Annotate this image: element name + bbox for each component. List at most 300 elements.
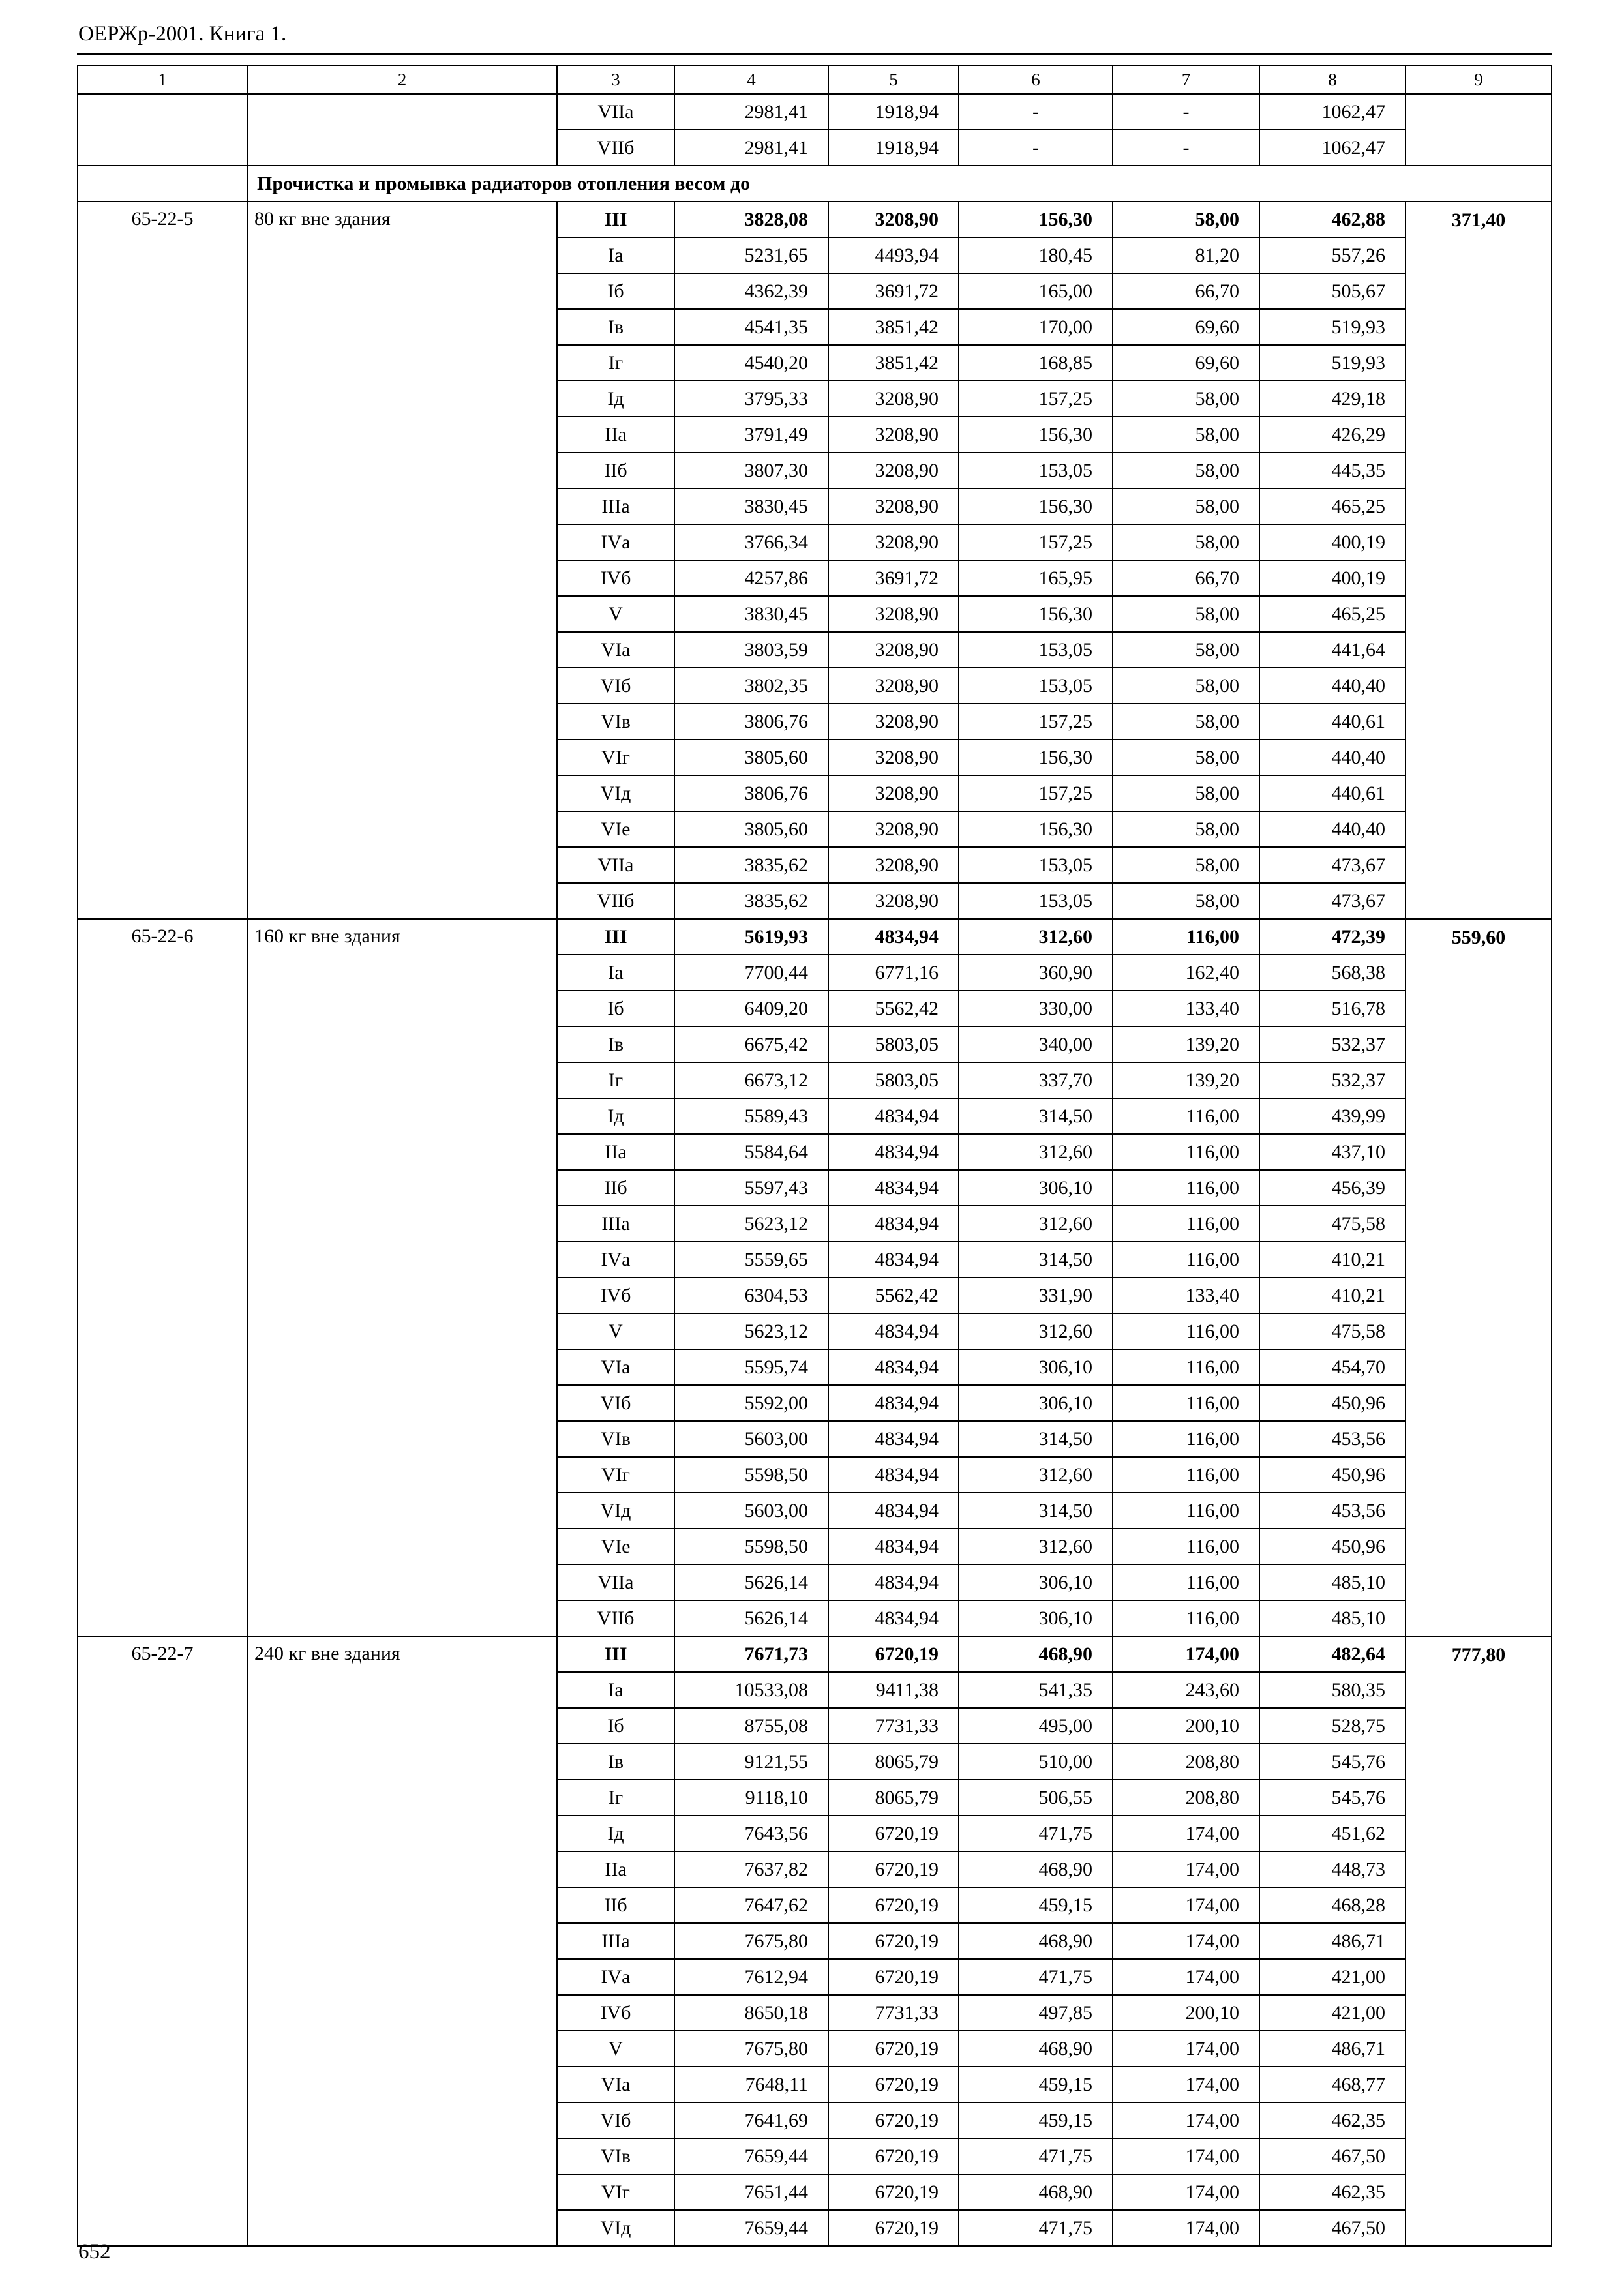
- value-cell: 7675,80: [674, 1923, 828, 1959]
- value-cell: 4834,94: [828, 1098, 959, 1134]
- table-row: [78, 202, 1552, 237]
- value-cell: 3791,49: [674, 417, 828, 453]
- value-cell: 532,37: [1259, 1026, 1406, 1062]
- zone-cell: Iг: [557, 345, 674, 381]
- value-cell: 4834,94: [828, 1385, 959, 1421]
- value-cell: 5803,05: [828, 1026, 959, 1062]
- value-cell: 66,70: [1113, 560, 1259, 596]
- value-cell: 462,88: [1259, 202, 1406, 237]
- value-cell: 3830,45: [674, 488, 828, 524]
- value-cell: 4834,94: [828, 1457, 959, 1493]
- value-cell: 58,00: [1113, 524, 1259, 560]
- zone-cell: IIа: [557, 417, 674, 453]
- zone-cell: III: [557, 1636, 674, 1672]
- rate-table-body: [78, 65, 1552, 2246]
- zone-cell: IIа: [557, 1134, 674, 1170]
- value-cell: 7647,62: [674, 1887, 828, 1923]
- value-cell: 3208,90: [828, 524, 959, 560]
- value-cell: 312,60: [959, 1457, 1113, 1493]
- value-cell: 5598,50: [674, 1457, 828, 1493]
- value-cell: 116,00: [1113, 1385, 1259, 1421]
- value-cell: 468,90: [959, 2174, 1113, 2210]
- value-cell: 3208,90: [828, 775, 959, 811]
- zone-cell: VIг: [557, 1457, 674, 1493]
- value-cell: 505,67: [1259, 273, 1406, 309]
- value-cell: 208,80: [1113, 1780, 1259, 1816]
- value-cell: 7671,73: [674, 1636, 828, 1672]
- zone-cell: VIIа: [557, 94, 674, 130]
- value-cell: 467,50: [1259, 2210, 1406, 2246]
- value-cell: 153,05: [959, 453, 1113, 488]
- value-cell: 4540,20: [674, 345, 828, 381]
- zone-cell: VIб: [557, 1385, 674, 1421]
- table-row: [78, 919, 1552, 955]
- value-cell: 450,96: [1259, 1385, 1406, 1421]
- value-cell: 153,05: [959, 847, 1113, 883]
- value-cell: 58,00: [1113, 668, 1259, 704]
- value-cell: 7641,69: [674, 2102, 828, 2138]
- value-cell: 174,00: [1113, 2210, 1259, 2246]
- value-cell: 473,67: [1259, 847, 1406, 883]
- value-cell: 8065,79: [828, 1744, 959, 1780]
- value-cell: 312,60: [959, 1313, 1113, 1349]
- value-cell: 58,00: [1113, 704, 1259, 740]
- zone-cell: IIб: [557, 1887, 674, 1923]
- zone-cell: IIIа: [557, 1206, 674, 1242]
- value-cell: 165,95: [959, 560, 1113, 596]
- description-cell: 160 кг вне здания: [247, 919, 557, 1636]
- value-cell: 7651,44: [674, 2174, 828, 2210]
- value-cell: 4834,94: [828, 1493, 959, 1529]
- value-cell: 312,60: [959, 919, 1113, 955]
- value-cell: 58,00: [1113, 381, 1259, 417]
- zone-cell: VIIа: [557, 1564, 674, 1600]
- zone-cell: VIа: [557, 1349, 674, 1385]
- value-cell: 314,50: [959, 1098, 1113, 1134]
- value-cell: 440,61: [1259, 775, 1406, 811]
- value-cell: 306,10: [959, 1600, 1113, 1636]
- value-cell: 340,00: [959, 1026, 1113, 1062]
- value-cell: 453,56: [1259, 1421, 1406, 1457]
- value-cell: 58,00: [1113, 775, 1259, 811]
- value-cell: 6720,19: [828, 1636, 959, 1672]
- zone-cell: IIа: [557, 1851, 674, 1887]
- column-number: 1: [78, 65, 247, 94]
- value-cell: 437,10: [1259, 1134, 1406, 1170]
- value-cell: 486,71: [1259, 1923, 1406, 1959]
- zone-cell: Iа: [557, 237, 674, 273]
- column-number: 2: [247, 65, 557, 94]
- value-cell: 153,05: [959, 883, 1113, 919]
- zone-cell: VIг: [557, 2174, 674, 2210]
- value-cell: 6675,42: [674, 1026, 828, 1062]
- value-cell: 482,64: [1259, 1636, 1406, 1672]
- value-cell: 156,30: [959, 417, 1113, 453]
- value-cell: 314,50: [959, 1421, 1113, 1457]
- zone-cell: IVб: [557, 1995, 674, 2031]
- value-cell: -: [1113, 130, 1259, 166]
- zone-cell: V: [557, 596, 674, 632]
- value-cell: 471,75: [959, 2138, 1113, 2174]
- value-cell: 7648,11: [674, 2067, 828, 2102]
- zone-cell: VIв: [557, 1421, 674, 1457]
- value-cell: 8755,08: [674, 1708, 828, 1744]
- value-cell: 58,00: [1113, 883, 1259, 919]
- value-cell: 453,56: [1259, 1493, 1406, 1529]
- value-cell: 156,30: [959, 596, 1113, 632]
- value-cell: 116,00: [1113, 1421, 1259, 1457]
- value-cell: 440,61: [1259, 704, 1406, 740]
- value-cell: 4257,86: [674, 560, 828, 596]
- value-cell: 451,62: [1259, 1816, 1406, 1851]
- value-cell: 4834,94: [828, 1206, 959, 1242]
- value-cell: 3208,90: [828, 740, 959, 775]
- value-cell: 139,20: [1113, 1062, 1259, 1098]
- value-cell: 208,80: [1113, 1744, 1259, 1780]
- value-cell: 475,58: [1259, 1206, 1406, 1242]
- value-cell: 6720,19: [828, 2174, 959, 2210]
- value-cell: 3802,35: [674, 668, 828, 704]
- zone-cell: VIд: [557, 775, 674, 811]
- value-cell: 3806,76: [674, 704, 828, 740]
- value-cell: 3208,90: [828, 668, 959, 704]
- value-cell: 116,00: [1113, 1493, 1259, 1529]
- zone-cell: VIIа: [557, 847, 674, 883]
- zone-cell: Iв: [557, 1026, 674, 1062]
- value-cell: 580,35: [1259, 1672, 1406, 1708]
- value-cell: 3830,45: [674, 596, 828, 632]
- value-cell: 337,70: [959, 1062, 1113, 1098]
- value-cell: 465,25: [1259, 596, 1406, 632]
- value-cell: 6720,19: [828, 1923, 959, 1959]
- value-cell: 4834,94: [828, 1242, 959, 1278]
- value-cell: 426,29: [1259, 417, 1406, 453]
- value-cell: 116,00: [1113, 1564, 1259, 1600]
- value-cell: 3208,90: [828, 632, 959, 668]
- value-cell: 439,99: [1259, 1098, 1406, 1134]
- value-cell: 174,00: [1113, 2138, 1259, 2174]
- value-cell: 157,25: [959, 381, 1113, 417]
- zone-cell: IIIа: [557, 488, 674, 524]
- value-cell: 472,39: [1259, 919, 1406, 955]
- value-cell: 6720,19: [828, 1887, 959, 1923]
- value-cell: 8650,18: [674, 1995, 828, 2031]
- value-cell: 180,45: [959, 237, 1113, 273]
- value-cell: 4834,94: [828, 919, 959, 955]
- value-cell: 3691,72: [828, 560, 959, 596]
- column-number: 5: [828, 65, 959, 94]
- code-cell: 65-22-5: [78, 202, 247, 919]
- value-cell: 312,60: [959, 1134, 1113, 1170]
- zone-cell: VIг: [557, 740, 674, 775]
- document-title: ОЕРЖр-2001. Книга 1.: [78, 22, 287, 46]
- value-cell: 157,25: [959, 704, 1113, 740]
- total-cell: [1406, 94, 1552, 166]
- value-cell: 168,85: [959, 345, 1113, 381]
- value-cell: 360,90: [959, 955, 1113, 991]
- value-cell: 5603,00: [674, 1493, 828, 1529]
- value-cell: 410,21: [1259, 1278, 1406, 1313]
- value-cell: 4834,94: [828, 1564, 959, 1600]
- zone-cell: VIд: [557, 1493, 674, 1529]
- value-cell: 153,05: [959, 632, 1113, 668]
- value-cell: 5584,64: [674, 1134, 828, 1170]
- value-cell: 6720,19: [828, 2031, 959, 2067]
- value-cell: 314,50: [959, 1242, 1113, 1278]
- value-cell: 541,35: [959, 1672, 1113, 1708]
- value-cell: -: [959, 130, 1113, 166]
- value-cell: 2981,41: [674, 94, 828, 130]
- value-cell: 306,10: [959, 1564, 1113, 1600]
- value-cell: 7700,44: [674, 955, 828, 991]
- value-cell: 7612,94: [674, 1959, 828, 1995]
- value-cell: 400,19: [1259, 560, 1406, 596]
- value-cell: 421,00: [1259, 1995, 1406, 2031]
- value-cell: 174,00: [1113, 2067, 1259, 2102]
- value-cell: 468,28: [1259, 1887, 1406, 1923]
- value-cell: 5623,12: [674, 1206, 828, 1242]
- value-cell: 440,40: [1259, 740, 1406, 775]
- value-cell: 5562,42: [828, 991, 959, 1026]
- value-cell: 3803,59: [674, 632, 828, 668]
- value-cell: 116,00: [1113, 1457, 1259, 1493]
- value-cell: 6409,20: [674, 991, 828, 1026]
- value-cell: 4834,94: [828, 1529, 959, 1564]
- value-cell: 5619,93: [674, 919, 828, 955]
- value-cell: 3208,90: [828, 488, 959, 524]
- value-cell: 462,35: [1259, 2174, 1406, 2210]
- zone-cell: VIб: [557, 2102, 674, 2138]
- value-cell: -: [1113, 94, 1259, 130]
- value-cell: 459,15: [959, 1887, 1113, 1923]
- value-cell: 3805,60: [674, 811, 828, 847]
- zone-cell: Iг: [557, 1780, 674, 1816]
- value-cell: 467,50: [1259, 2138, 1406, 2174]
- value-cell: 471,75: [959, 1816, 1113, 1851]
- value-cell: 6720,19: [828, 2102, 959, 2138]
- value-cell: 1062,47: [1259, 130, 1406, 166]
- zone-cell: Iа: [557, 1672, 674, 1708]
- zone-cell: IVб: [557, 560, 674, 596]
- value-cell: 5598,50: [674, 1529, 828, 1564]
- value-cell: 1062,47: [1259, 94, 1406, 130]
- value-cell: 306,10: [959, 1170, 1113, 1206]
- value-cell: 116,00: [1113, 1600, 1259, 1636]
- value-cell: 116,00: [1113, 1349, 1259, 1385]
- value-cell: 330,00: [959, 991, 1113, 1026]
- zone-cell: Iд: [557, 1098, 674, 1134]
- value-cell: 459,15: [959, 2067, 1113, 2102]
- value-cell: 116,00: [1113, 1242, 1259, 1278]
- value-cell: 4834,94: [828, 1313, 959, 1349]
- value-cell: 519,93: [1259, 345, 1406, 381]
- value-cell: 3795,33: [674, 381, 828, 417]
- value-cell: 116,00: [1113, 1529, 1259, 1564]
- value-cell: 4834,94: [828, 1600, 959, 1636]
- value-cell: 312,60: [959, 1206, 1113, 1242]
- value-cell: 3208,90: [828, 704, 959, 740]
- zone-cell: IIб: [557, 453, 674, 488]
- value-cell: 3805,60: [674, 740, 828, 775]
- value-cell: 495,00: [959, 1708, 1113, 1744]
- value-cell: 506,55: [959, 1780, 1113, 1816]
- value-cell: 5597,43: [674, 1170, 828, 1206]
- value-cell: 4834,94: [828, 1421, 959, 1457]
- value-cell: 6720,19: [828, 2138, 959, 2174]
- value-cell: 485,10: [1259, 1564, 1406, 1600]
- value-cell: 174,00: [1113, 2102, 1259, 2138]
- value-cell: 7731,33: [828, 1708, 959, 1744]
- value-cell: 153,05: [959, 668, 1113, 704]
- value-cell: 116,00: [1113, 1206, 1259, 1242]
- value-cell: 450,96: [1259, 1529, 1406, 1564]
- section-title-row: [78, 166, 1552, 202]
- value-cell: 462,35: [1259, 2102, 1406, 2138]
- value-cell: 445,35: [1259, 453, 1406, 488]
- value-cell: 429,18: [1259, 381, 1406, 417]
- column-number-row: [78, 65, 1552, 94]
- value-cell: 58,00: [1113, 847, 1259, 883]
- column-number: 9: [1406, 65, 1552, 94]
- value-cell: 475,58: [1259, 1313, 1406, 1349]
- zone-cell: Iг: [557, 1062, 674, 1098]
- value-cell: 468,90: [959, 1923, 1113, 1959]
- value-cell: 3807,30: [674, 453, 828, 488]
- value-cell: 6720,19: [828, 1959, 959, 1995]
- value-cell: 9121,55: [674, 1744, 828, 1780]
- value-cell: 133,40: [1113, 1278, 1259, 1313]
- value-cell: 174,00: [1113, 2031, 1259, 2067]
- zone-cell: VIе: [557, 1529, 674, 1564]
- table-row: [78, 1636, 1552, 1672]
- value-cell: 8065,79: [828, 1780, 959, 1816]
- value-cell: 471,75: [959, 2210, 1113, 2246]
- column-number: 4: [674, 65, 828, 94]
- zone-cell: VIа: [557, 2067, 674, 2102]
- value-cell: 3851,42: [828, 345, 959, 381]
- zone-cell: VIIб: [557, 1600, 674, 1636]
- value-cell: 7637,82: [674, 1851, 828, 1887]
- value-cell: 3835,62: [674, 847, 828, 883]
- zone-cell: IVа: [557, 524, 674, 560]
- value-cell: 3208,90: [828, 596, 959, 632]
- value-cell: 5592,00: [674, 1385, 828, 1421]
- value-cell: 312,60: [959, 1529, 1113, 1564]
- value-cell: 5559,65: [674, 1242, 828, 1278]
- zone-cell: IVб: [557, 1278, 674, 1313]
- value-cell: 421,00: [1259, 1959, 1406, 1995]
- value-cell: 440,40: [1259, 668, 1406, 704]
- value-cell: 400,19: [1259, 524, 1406, 560]
- value-cell: 3208,90: [828, 453, 959, 488]
- code-cell: [78, 94, 247, 166]
- zone-cell: VIIб: [557, 130, 674, 166]
- value-cell: 2981,41: [674, 130, 828, 166]
- value-cell: 3828,08: [674, 202, 828, 237]
- value-cell: 7643,56: [674, 1816, 828, 1851]
- value-cell: 156,30: [959, 488, 1113, 524]
- value-cell: 3208,90: [828, 417, 959, 453]
- value-cell: 6673,12: [674, 1062, 828, 1098]
- zone-cell: Iв: [557, 1744, 674, 1780]
- value-cell: 497,85: [959, 1995, 1113, 2031]
- value-cell: 3208,90: [828, 847, 959, 883]
- column-number: 3: [557, 65, 674, 94]
- zone-cell: IIIа: [557, 1923, 674, 1959]
- value-cell: 5623,12: [674, 1313, 828, 1349]
- table-row: [78, 94, 1552, 130]
- value-cell: 58,00: [1113, 740, 1259, 775]
- value-cell: 157,25: [959, 524, 1113, 560]
- value-cell: 5626,14: [674, 1564, 828, 1600]
- value-cell: 58,00: [1113, 811, 1259, 847]
- zone-cell: V: [557, 1313, 674, 1349]
- zone-cell: IVа: [557, 1242, 674, 1278]
- zone-cell: VIб: [557, 668, 674, 704]
- value-cell: 69,60: [1113, 309, 1259, 345]
- value-cell: 69,60: [1113, 345, 1259, 381]
- column-number: 7: [1113, 65, 1259, 94]
- value-cell: 7731,33: [828, 1995, 959, 2031]
- value-cell: 7659,44: [674, 2210, 828, 2246]
- value-cell: 170,00: [959, 309, 1113, 345]
- value-cell: 5626,14: [674, 1600, 828, 1636]
- zone-cell: Iд: [557, 1816, 674, 1851]
- description-cell: 80 кг вне здания: [247, 202, 557, 919]
- value-cell: 6720,19: [828, 2067, 959, 2102]
- code-cell: 65-22-7: [78, 1636, 247, 2246]
- zone-cell: Iб: [557, 273, 674, 309]
- value-cell: 58,00: [1113, 417, 1259, 453]
- zone-cell: VIв: [557, 2138, 674, 2174]
- value-cell: 519,93: [1259, 309, 1406, 345]
- value-cell: 116,00: [1113, 1170, 1259, 1206]
- value-cell: 516,78: [1259, 991, 1406, 1026]
- value-cell: 3208,90: [828, 883, 959, 919]
- value-cell: 5595,74: [674, 1349, 828, 1385]
- total-cell: 559,60: [1406, 919, 1552, 1636]
- value-cell: 4541,35: [674, 309, 828, 345]
- value-cell: 448,73: [1259, 1851, 1406, 1887]
- zone-cell: IVа: [557, 1959, 674, 1995]
- value-cell: 3851,42: [828, 309, 959, 345]
- value-cell: 557,26: [1259, 237, 1406, 273]
- value-cell: 450,96: [1259, 1457, 1406, 1493]
- value-cell: 174,00: [1113, 1636, 1259, 1672]
- total-cell: 371,40: [1406, 202, 1552, 919]
- value-cell: 58,00: [1113, 202, 1259, 237]
- zone-cell: V: [557, 2031, 674, 2067]
- value-cell: 116,00: [1113, 1134, 1259, 1170]
- zone-cell: VIа: [557, 632, 674, 668]
- section-spacer-cell: [78, 166, 247, 202]
- value-cell: 468,90: [959, 2031, 1113, 2067]
- value-cell: 4834,94: [828, 1170, 959, 1206]
- value-cell: 3208,90: [828, 811, 959, 847]
- value-cell: 174,00: [1113, 1923, 1259, 1959]
- value-cell: 156,30: [959, 202, 1113, 237]
- value-cell: 139,20: [1113, 1026, 1259, 1062]
- zone-cell: Iа: [557, 955, 674, 991]
- value-cell: 3691,72: [828, 273, 959, 309]
- value-cell: 200,10: [1113, 1708, 1259, 1744]
- value-cell: 5603,00: [674, 1421, 828, 1457]
- value-cell: 174,00: [1113, 1816, 1259, 1851]
- value-cell: 545,76: [1259, 1744, 1406, 1780]
- value-cell: 486,71: [1259, 2031, 1406, 2067]
- value-cell: 243,60: [1113, 1672, 1259, 1708]
- header-rule: [77, 53, 1552, 55]
